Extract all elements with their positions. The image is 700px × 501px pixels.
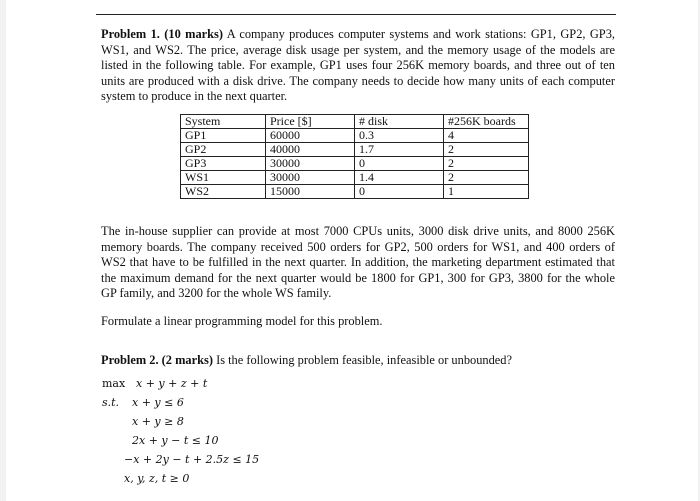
problem1-paragraph	[101, 27, 615, 105]
cell-system: WS2	[181, 185, 266, 199]
cell-system: GP2	[181, 143, 266, 157]
problem2-heading: Problem 2. (2 marks)	[101, 353, 213, 367]
table-row	[181, 129, 529, 143]
problem2-paragraph	[101, 353, 615, 369]
top-rule	[96, 14, 616, 15]
cell-price: 15000	[266, 185, 355, 199]
cell-price: 30000	[266, 171, 355, 185]
problem1-intro: A company produces computer systems and work stations: GP1, GP2, GP3, WS1, and WS2. The price, average disk usage per system, and the memory usage of the models are listed in the following table. For example, GP1 uses four 256K memory boards, and three out of ten units are produced with a disk drive. The company needs to decide how many units of each computer system to produce in the next quarter.	[101, 27, 615, 104]
constraint-expression: x + y ≥ 8	[132, 415, 184, 428]
supply-paragraph: The in-house supplier can provide at most 7000 CPUs units, 3000 disk drive units, and 8000 256K memory boards. The company received 500 orders for GP2, 500 orders for WS1, and 400 orders of WS2 that have to be fulfilled in the next quarter. In addition, the marketing department estimated that the maximum demand for the next quarter would be 1800 for GP1, 300 for GP3, 3800 for the whole GP family, and 3200 for the whole WS family.	[101, 224, 615, 301]
header-disk: # disk	[355, 115, 444, 129]
cell-system: GP1	[181, 129, 266, 143]
header-price: Price [$]	[266, 115, 355, 129]
table-row	[181, 171, 529, 185]
constraint-expression: x + y ≤ 6	[132, 396, 184, 409]
objective-expression: x + y + z + t	[136, 377, 208, 390]
cell-boards: 2	[444, 171, 529, 185]
problem1-heading: Problem 1. (10 marks)	[101, 27, 223, 41]
cell-disk: 1.4	[355, 171, 444, 185]
max-label: max	[102, 377, 126, 390]
header-boards: #256K boards	[444, 115, 529, 129]
nonnegativity-constraint: x, y, z, t ≥ 0	[124, 472, 190, 485]
table-row	[181, 143, 529, 157]
product-table	[180, 114, 529, 199]
st-label: s.t.	[102, 396, 120, 409]
cell-disk: 0	[355, 185, 444, 199]
cell-boards: 4	[444, 129, 529, 143]
cell-price: 30000	[266, 157, 355, 171]
cell-system: GP3	[181, 157, 266, 171]
cell-boards: 2	[444, 143, 529, 157]
constraint-expression: 2x + y − t ≤ 10	[132, 434, 219, 447]
cell-disk: 0.3	[355, 129, 444, 143]
cell-boards: 1	[444, 185, 529, 199]
constraint-expression: −x + 2y − t + 2.5z ≤ 15	[124, 453, 260, 466]
cell-price: 40000	[266, 143, 355, 157]
cell-disk: 1.7	[355, 143, 444, 157]
table-row	[181, 157, 529, 171]
task-paragraph: Formulate a linear programming model for this problem.	[101, 314, 383, 328]
header-system: System	[181, 115, 266, 129]
cell-boards: 2	[444, 157, 529, 171]
cell-disk: 0	[355, 157, 444, 171]
cell-price: 60000	[266, 129, 355, 143]
document-page	[6, 0, 698, 501]
table-header-row	[181, 115, 529, 129]
cell-system: WS1	[181, 171, 266, 185]
problem2-question: Is the following problem feasible, infeasible or unbounded?	[212, 353, 512, 367]
table-row	[181, 185, 529, 199]
